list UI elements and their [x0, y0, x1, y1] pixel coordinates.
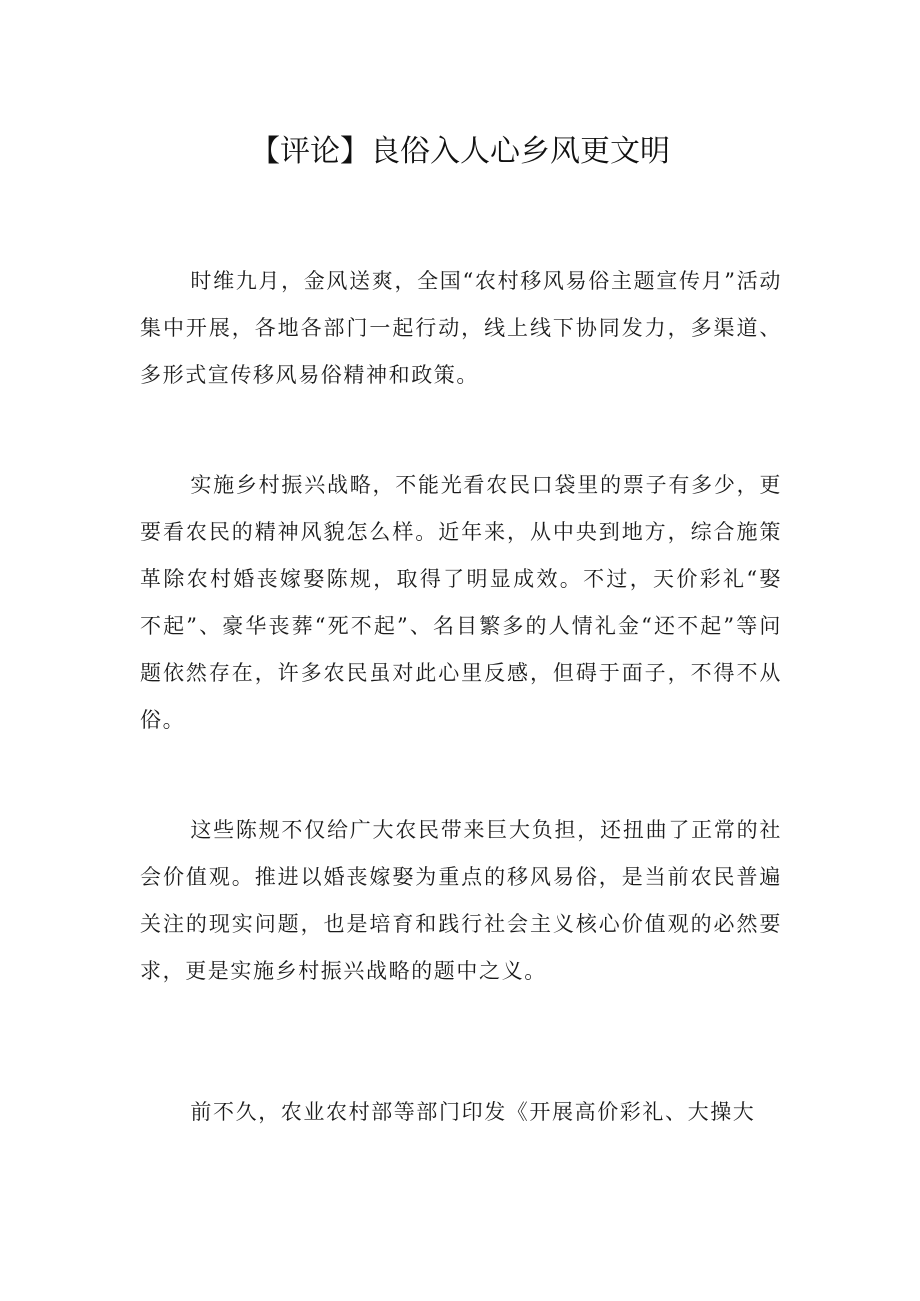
paragraph-2: 实施乡村振兴战略，不能光看农民口袋里的票子有多少，更要看农民的精神风貌怎么样。近年来，从中央到地方，综合施策革除农村婚丧嫁娶陈规，取得了明显成效。不过，天价彩礼“娶不起”、豪华丧葬“死不起”、名目繁多的人情礼金“还不起”等问题依然存在，许多农民虽对此心里反感，但碍于面子，不得不从俗。 [140, 473, 782, 732]
document-title: 【评论】良俗入人心乡风更文明 [250, 134, 670, 169]
paragraph-3: 这些陈规不仅给广大农民带来巨大负担，还扭曲了正常的社会价值观。推进以婚丧嫁娶为重点的移风易俗，是当前农民普遍关注的现实问题，也是培育和践行社会主义核心价值观的必然要求，更是实施乡村振兴战略的题中之义。 [140, 818, 782, 983]
document-body [140, 258, 782, 1198]
paragraph-4: 前不久，农业农村部等部门印发《开展高价彩礼、大操大 [190, 1100, 756, 1124]
paragraph-1: 时维九月，金风送爽，全国“农村移风易俗主题宣传月”活动集中开展，各地各部门一起行动，线上线下协同发力，多渠道、多形式宣传移风易俗精神和政策。 [140, 269, 782, 387]
